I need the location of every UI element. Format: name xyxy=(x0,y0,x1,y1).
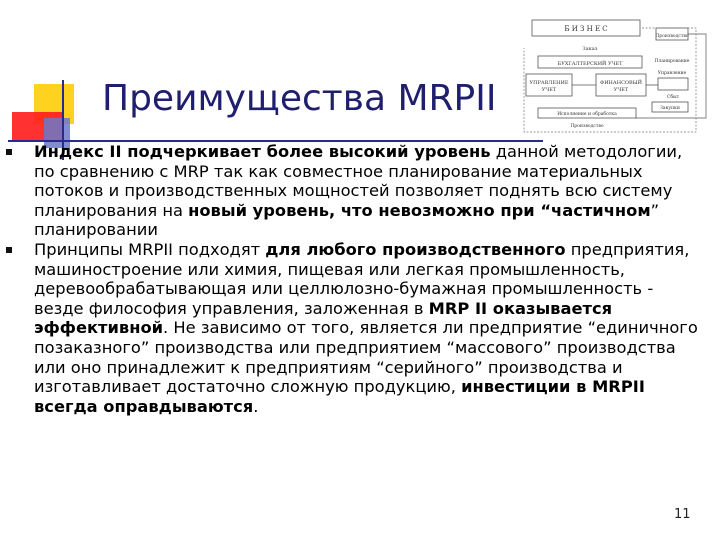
bullet-item xyxy=(6,240,706,416)
bullet-item xyxy=(6,142,706,240)
diagram-management: УПРАВЛЕНИЕ xyxy=(529,80,569,86)
diagram-accounting: БУХГАЛТЕРСКИЙ УЧЕТ xyxy=(557,61,623,67)
bullet-text xyxy=(34,142,706,240)
diagram-right-top: Производство xyxy=(655,34,689,39)
diagram-finance: ФИНАНСОВЫЙ xyxy=(600,80,642,86)
bullet-bold-segment: инвестиции в MRPII всегда оправдываются xyxy=(34,377,645,416)
bullet-segment: . Не зависимо от того, является ли предприятие “единичного позаказного” производства или предприятием “массового” производства или оно принадлежит к предприятиям “серийного” производства и изготавливает достаточно сложную продукцию, xyxy=(34,318,698,397)
bullet-marker-icon xyxy=(6,247,12,253)
page-number: 11 xyxy=(674,507,691,522)
diagram-right-mid2: Управление xyxy=(657,71,687,76)
slide-title: Преимущества MRPII xyxy=(102,78,497,119)
bullet-segment: данной методологии, по сравнению с MRP так как совместное планирование материальных потоков и производственных мощностей позволяет поднять всю систему планирования на xyxy=(34,142,683,220)
bullet-text xyxy=(34,240,706,416)
diagram-right-low2: Закупки xyxy=(660,106,680,111)
bullet-bold-segment: Индекс II подчеркивает более высокий уровень xyxy=(34,142,491,161)
bullet-bold-segment: MRP II оказывается эффективной xyxy=(34,298,613,338)
slide-content xyxy=(6,142,706,416)
bullet-marker-icon xyxy=(6,149,12,155)
diagram-bottom2: Производство xyxy=(570,124,604,129)
bullet-bold-segment: новый уровень, что невозможно при “частичном xyxy=(188,200,651,220)
bullet-segment: предприятия, машиностроение или химия, пищевая или легкая промышленность, деревообрабатывающая или целлюлозно-бумажная промышленность - везде философия управления, заложенная в xyxy=(34,239,690,318)
diagram-top-label: Б И З Н Е С xyxy=(564,25,608,33)
bullet-segment: . xyxy=(253,396,259,416)
diagram-finance-account: УЧЕТ xyxy=(613,87,629,93)
business-diagram xyxy=(518,14,720,136)
diagram-right-mid1: Планирование xyxy=(654,59,690,64)
bullet-segment: Принципы MRPII подходят xyxy=(34,239,266,259)
bullet-segment: ” планировании xyxy=(34,200,660,240)
diagram-demand: Заказ xyxy=(582,46,598,52)
bullet-bold-segment: для любого производственного xyxy=(265,239,566,259)
diagram-right-low1: Сбыт xyxy=(666,95,680,100)
diagram-account: УЧЕТ xyxy=(541,87,557,93)
diagram-bottom1: Исполнение и обработка xyxy=(557,112,617,117)
business-diagram-svg xyxy=(518,14,720,136)
